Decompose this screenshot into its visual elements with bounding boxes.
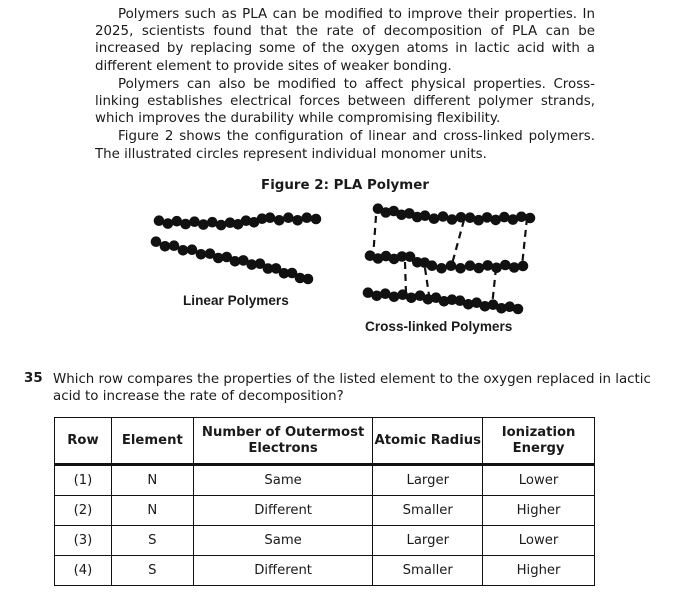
cell-row: (3) [55, 526, 112, 556]
table-row[interactable] [55, 465, 595, 496]
header-row: Row [55, 418, 112, 465]
cell-atomic-radius: Larger [373, 526, 483, 556]
monomer-unit [151, 236, 162, 247]
monomer-unit [429, 213, 440, 224]
monomer-unit [303, 274, 314, 285]
monomer-unit [447, 214, 458, 225]
header-outermost-electrons: Number of Outermost Electrons [193, 418, 373, 465]
cell-ionization-energy: Lower [483, 465, 595, 496]
cross-link-bond [522, 218, 527, 266]
monomer-unit [509, 262, 520, 273]
passage-paragraph-3: Figure 2 shows the configuration of linear and cross-linked polymers. The illustrated circles represent individual monomer units. [95, 129, 595, 162]
monomer-unit [455, 263, 466, 274]
cell-atomic-radius: Larger [373, 465, 483, 496]
table-header-row [55, 418, 595, 465]
cell-ionization-energy: Higher [483, 556, 595, 586]
monomer-unit [525, 213, 536, 224]
monomer-unit [292, 215, 303, 226]
monomer-unit [518, 261, 529, 272]
monomer-unit [283, 212, 294, 223]
monomer-unit [274, 215, 285, 226]
monomer-unit [196, 249, 207, 260]
monomer-unit [311, 214, 322, 225]
passage-paragraph-2: Polymers can also be modified to affect physical properties. Cross-linking establishes electrical forces between different polymer strands, which improves the durability while compromising flexibility. [95, 76, 595, 127]
monomer-unit [513, 304, 524, 315]
cross-link-bond [452, 220, 464, 264]
monomer-unit [180, 219, 191, 230]
header-ionization-energy: Ionization Energy [483, 418, 595, 465]
linear-polymer-strand-1 [154, 212, 322, 230]
linear-polymers-illustration [151, 212, 322, 284]
question-number: 35 [24, 371, 43, 386]
figure-title: Figure 2: PLA Polymer [261, 178, 429, 193]
monomer-unit [427, 260, 438, 271]
monomer-unit [265, 212, 276, 223]
cell-element: N [111, 496, 193, 526]
monomer-unit [160, 241, 171, 252]
monomer-unit [163, 218, 174, 229]
cell-row: (2) [55, 496, 112, 526]
answer-table [54, 417, 595, 586]
cross-link-bond [405, 262, 406, 294]
monomer-unit [216, 220, 227, 231]
crosslinked-polymer-strand-1 [373, 203, 536, 225]
cell-ionization-energy: Higher [483, 496, 595, 526]
passage-paragraph-1: Polymers such as PLA can be modified to improve their properties. In 2025, scientists found that the rate of decomposition of PLA can be increased by replacing some of the oxygen atoms in lactic acid with a different element to provide sites of weaker bonding. [95, 7, 595, 74]
cell-outermost-electrons: Different [193, 496, 373, 526]
monomer-unit [500, 260, 511, 271]
monomer-unit [438, 211, 449, 222]
cell-element: N [111, 465, 193, 496]
crosslinked-polymer-strand-3 [363, 287, 524, 314]
monomer-unit [456, 212, 467, 223]
linear-polymer-strand-2 [151, 236, 314, 284]
table-row[interactable] [55, 526, 595, 556]
cell-element: S [111, 556, 193, 586]
monomer-unit [169, 240, 180, 251]
cell-element: S [111, 526, 193, 556]
crosslinked-polymers-illustration [363, 203, 536, 314]
monomer-unit [446, 260, 457, 271]
table-row[interactable] [55, 556, 595, 586]
header-element: Element [111, 418, 193, 465]
cell-row: (4) [55, 556, 112, 586]
crosslinked-polymer-strand-2 [365, 250, 529, 273]
cell-outermost-electrons: Same [193, 465, 373, 496]
monomer-unit [198, 219, 209, 230]
cell-row: (1) [55, 465, 112, 496]
table-row[interactable] [55, 496, 595, 526]
monomer-unit [178, 245, 189, 256]
cell-ionization-energy: Lower [483, 526, 595, 556]
cell-outermost-electrons: Different [193, 556, 373, 586]
monomer-unit [436, 263, 447, 274]
question-text: Which row compares the properties of the listed element to the oxygen replaced in lactic acid to increase the rate of decomposition? [53, 372, 651, 405]
cell-atomic-radius: Smaller [373, 496, 483, 526]
cell-outermost-electrons: Same [193, 526, 373, 556]
cell-atomic-radius: Smaller [373, 556, 483, 586]
monomer-unit [187, 244, 198, 255]
linear-polymers-label: Linear Polymers [183, 293, 289, 308]
crosslinked-polymers-label: Cross-linked Polymers [365, 319, 513, 334]
monomer-unit [420, 210, 431, 221]
header-atomic-radius: Atomic Radius [373, 418, 483, 465]
monomer-unit [302, 212, 313, 223]
